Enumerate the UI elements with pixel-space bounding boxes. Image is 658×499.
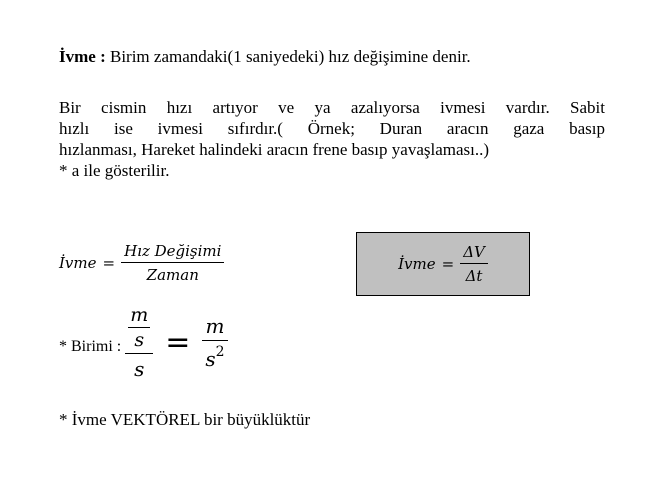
acceleration-word-formula <box>59 242 224 284</box>
term-definition: Birim zamandaki(1 saniyedeki) hız değişimine denir. <box>109 47 471 66</box>
unit-equals: = <box>165 325 191 360</box>
unit-formula <box>59 304 228 381</box>
unit-compound-numerator <box>125 304 153 354</box>
boxed-formula-lhs: İvme <box>398 255 436 273</box>
unit-compound-fraction <box>125 304 153 381</box>
unit-inner-denominator: s <box>134 329 145 351</box>
formula-denominator: Zaman <box>146 266 199 284</box>
unit-inner-numerator: m <box>130 304 149 326</box>
formula-numerator: Hız Değişimi <box>121 242 224 263</box>
unit-result-exponent: 2 <box>215 344 225 361</box>
formula-lhs: İvme <box>59 254 97 272</box>
paragraph-line-2: hızlı ise ivmesi sıfırdır.( Örnek; Duran aracın gaza basıp <box>59 119 605 138</box>
unit-outer-denominator: s <box>134 357 145 381</box>
unit-result-base: s <box>205 346 216 371</box>
unit-result-denominator <box>202 341 227 371</box>
paragraph-line-4: * a ile gösterilir. <box>59 161 170 180</box>
unit-label: * Birimi : <box>59 337 122 355</box>
boxed-formula-numerator: ΔV <box>460 243 488 264</box>
boxed-formula-fraction <box>460 243 488 285</box>
formula-fraction <box>121 242 224 284</box>
formula-equals: = <box>102 254 116 272</box>
paragraph-line-3: hızlanması, Hareket halindeki aracın frene basıp yavaşlaması..) <box>59 140 490 159</box>
explanation-paragraph <box>59 97 605 181</box>
boxed-formula-denominator: Δt <box>465 267 483 285</box>
unit-inner-fraction <box>128 304 150 351</box>
boxed-formula-equals: = <box>441 255 455 273</box>
acceleration-symbol-formula-box <box>356 232 530 296</box>
unit-result-numerator: m <box>202 314 227 341</box>
unit-result-fraction <box>202 314 227 371</box>
vector-note: * İvme VEKTÖREL bir büyüklüktür <box>59 410 311 429</box>
definition-heading <box>59 47 471 67</box>
paragraph-line-1: Bir cismin hızı artıyor ve ya azalıyorsa ivmesi vardır. Sabit <box>59 98 605 117</box>
term-label: İvme : <box>59 47 106 66</box>
